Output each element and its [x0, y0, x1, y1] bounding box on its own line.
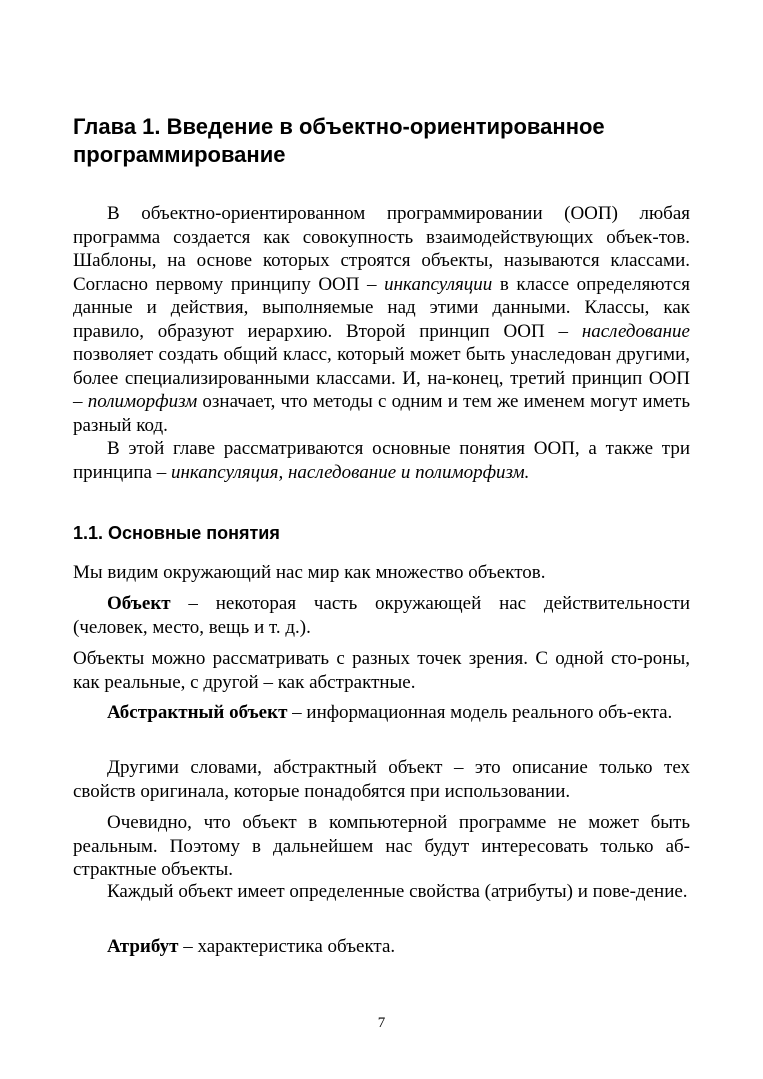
paragraph-views: Объекты можно рассматривать с разных точек зрения. С одной сто-роны, как реальные, с другой – как абстрактные. — [73, 648, 690, 693]
definition-attribute — [73, 935, 690, 959]
chapter-title — [73, 113, 693, 169]
intro-paragraph-1 — [73, 202, 690, 437]
definition-object — [73, 592, 690, 639]
intro-paragraph-2 — [73, 437, 690, 484]
attribute-definition: – характеристика объекта. — [178, 936, 396, 957]
intro-text-c: позволяет создать общий класс, который может быть унаследован другими, более специализированными классами. И, на-конец, третий принцип ООП – — [73, 344, 690, 412]
paragraph-world: Мы видим окружающий нас мир как множество объектов. — [73, 562, 546, 583]
term-inheritance: наследование — [581, 320, 690, 342]
object-term: Объект — [107, 593, 171, 614]
abstract-object-definition: – информационная модель реального объ-екта. — [287, 702, 673, 723]
object-definition: – некоторая часть окружающей нас действительности (человек, место, вещь и т. д.). — [73, 593, 690, 638]
paragraph-other-words: Другими словами, абстрактный объект – это описание только тех свойств оригинала, которые понадобятся при использовании. — [73, 757, 690, 802]
definition-abstract — [73, 701, 690, 725]
attribute-term: Атрибут — [107, 936, 179, 957]
term-encapsulation: инкапсуляции — [384, 273, 493, 295]
intro-text-d: означает, что методы с одним и тем же именем могут иметь разный код. — [73, 391, 691, 436]
intro2-text: В этой главе рассматриваются основные понятия ООП, а также три принципа – — [73, 438, 690, 483]
page-number: 7 — [377, 1015, 386, 1031]
paragraph-each-object: Каждый объект имеет определенные свойства (атрибуты) и пове-дение. — [107, 881, 688, 902]
term-polymorphism: полиморфизм — [87, 391, 198, 412]
section-title: 1.1. Основные понятия — [73, 523, 280, 543]
chapter-title-line1: Глава 1. Введение в объектно-ориентированное — [73, 114, 605, 139]
abstract-object-term: Абстрактный объект — [107, 702, 288, 723]
paragraph-obvious: Очевидно, что объект в компьютерной программе не может быть реальным. Поэтому в дальнейшем нас будут интересовать только аб-страктные объекты. — [73, 812, 690, 880]
chapter-title-line2: программирование — [73, 142, 286, 167]
intro-text-b: в классе определяются данные и действия, выполняемые над этими данными. Классы, как правило, образуют иерархию. Второй принцип ООП – — [73, 273, 690, 342]
three-principles: инкапсуляция, наследование и полиморфизм. — [170, 461, 530, 483]
intro-text-a: В объектно-ориентированном программировании (ООП) любая программа создается как совокупность взаимодействующих объек-тов. Шаблоны, на основе которых строятся объекты, называются классами. Согласно первому принципу ООП – — [73, 203, 690, 295]
